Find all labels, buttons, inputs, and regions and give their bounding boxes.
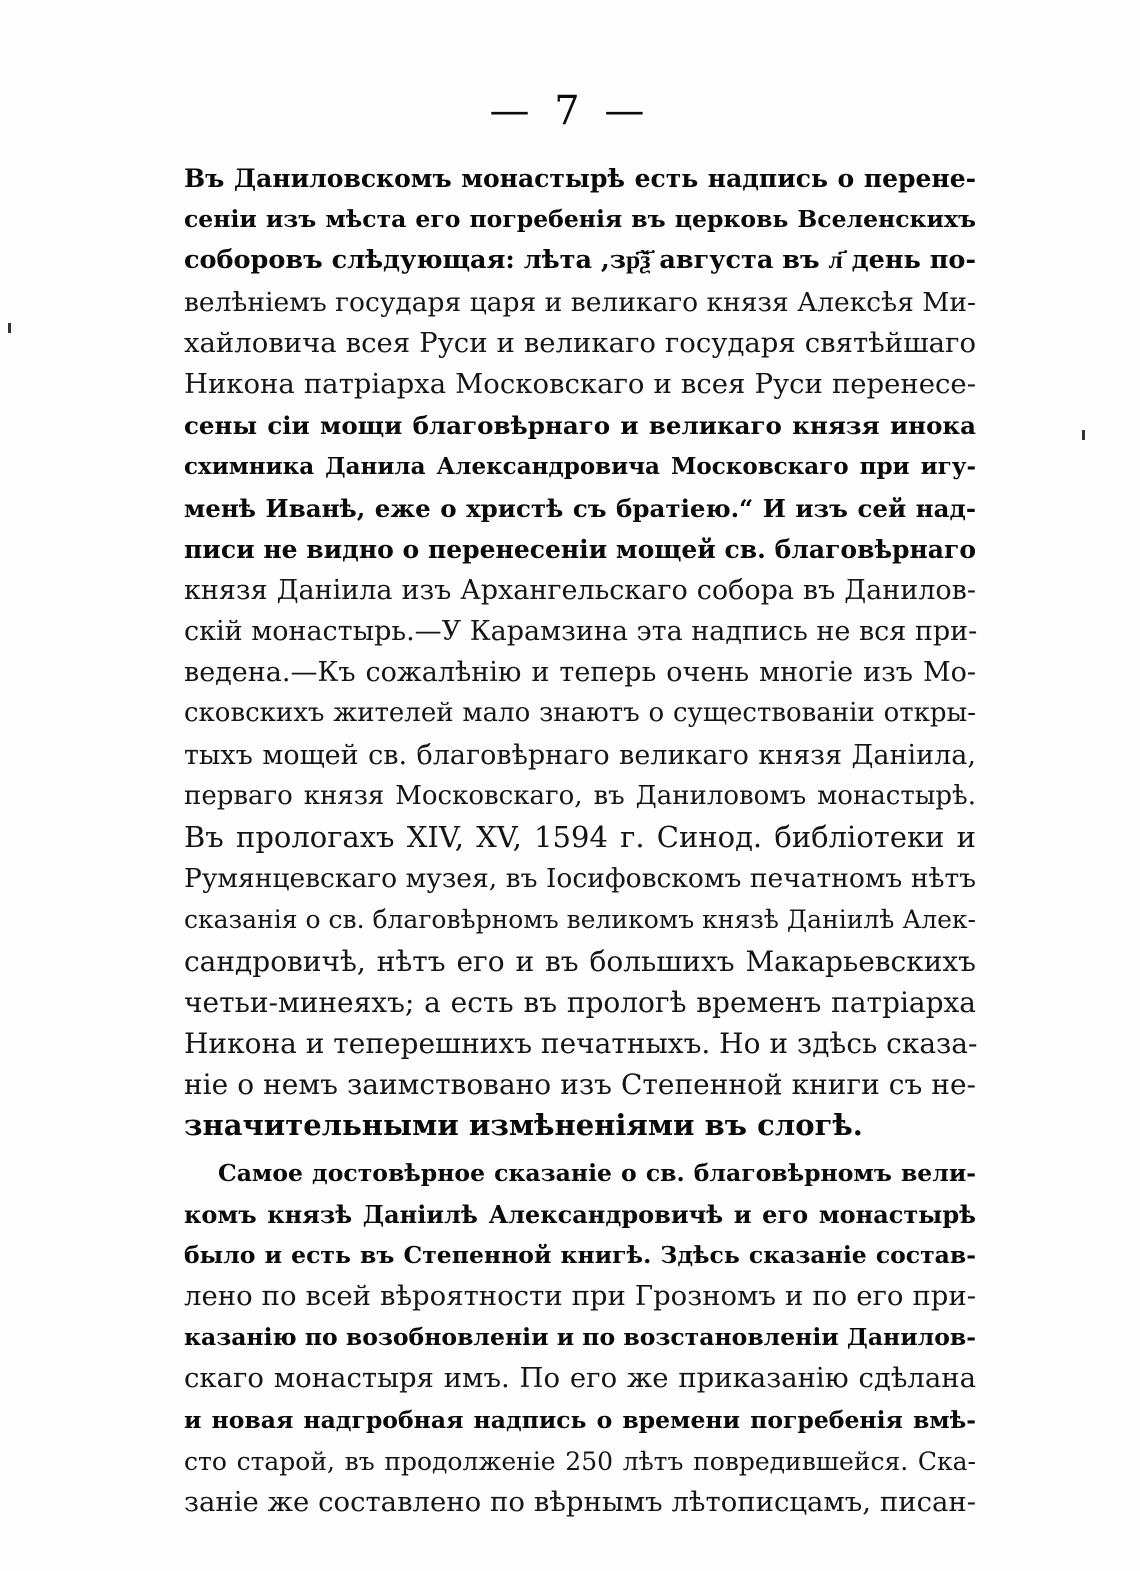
text-line: писи не видно о перенесеніи мощей св. благовѣрнаго [184, 534, 976, 564]
text-line: менѣ Иванѣ, еже о христѣ съ братіею.“ И изъ сей над- [184, 493, 976, 523]
text-line: казанію по возобновленіи и по возстановленіи Данилов- [184, 1323, 977, 1352]
text-line: Въ прологахъ XIV, XV, 1594 г. Синод. библіотеки и [184, 820, 976, 854]
margin-speck-left [8, 323, 11, 333]
paragraph-2 [184, 1153, 976, 1524]
text-line: заніе же составлено по вѣрнымъ лѣтописцамъ, писан- [184, 1486, 976, 1518]
text-line: скаго монастыря имъ. По его же приказанію сдѣлана [184, 1362, 976, 1395]
text-line: Никона и теперешнихъ печатныхъ. Но и здѣсь сказа- [184, 1026, 978, 1060]
text-line: перваго князя Московскаго, въ Даниловомъ монастырѣ. [184, 780, 976, 811]
text-line: и новая надгробная надпись о времени погребенія вмѣ- [184, 1405, 976, 1434]
text-line: скій монастырь.—У Карамзина эта надпись не вся при- [184, 616, 978, 648]
body-text [184, 158, 976, 1523]
text-line: сеніи изъ мѣста его погребенія въ церковь Вселенскихъ [184, 205, 976, 234]
text-line: велѣніемъ государя царя и великаго князя Алексѣя Ми- [184, 286, 976, 318]
text-line: соборовъ слѣдующая: лѣта ,зр҃ѯ҃ августа въ л҃ день по- [184, 245, 976, 276]
text-line: сандровичѣ, нѣтъ его и въ большихъ Макарьевскихъ [184, 944, 976, 978]
text-line: ніе о немъ заимствовано изъ Степенной книги съ не- [184, 1068, 976, 1102]
text-line: значительными измѣненіями въ слогѣ. [184, 1108, 863, 1143]
text-line: ведена.—Къ сожалѣнію и теперь очень многіе изъ Мо- [184, 657, 976, 689]
paragraph-1 [184, 158, 976, 1147]
text-line: Самое достовѣрное сказаніе о св. благовѣрномъ вели- [218, 1158, 976, 1187]
text-line: схимника Данила Александровича Московскаго при игу- [184, 453, 976, 481]
text-line: тыхъ мощей св. благовѣрнаго великаго князя Даніила, [184, 739, 976, 771]
text-line: сковскихъ жителей мало знаютъ о существованіи откры- [184, 698, 976, 729]
text-line: лено по всей вѣроятности при Грозномъ и по его при- [184, 1280, 976, 1313]
text-line: Никона патріарха Московскаго и всея Руси перенесе- [184, 367, 976, 400]
text-line: сто старой, въ продолженіе 250 лѣтъ повредившейся. Ска- [184, 1446, 976, 1476]
text-line: комъ князѣ Даніилѣ Александровичѣ и его монастырѣ [184, 1199, 976, 1229]
text-line: Въ Даниловскомъ монастырѣ есть надпись о перене- [184, 164, 976, 193]
text-line: сказанія о св. благовѣрномъ великомъ князѣ Даніилѣ Алек- [184, 905, 976, 935]
text-line: четьи-минеяхъ; а есть въ прологѣ временъ патріарха [184, 985, 976, 1019]
margin-speck-right [1082, 430, 1085, 440]
text-line: князя Даніила изъ Архангельскаго собора въ Данилов- [184, 574, 976, 606]
text-line: было и есть въ Степенной книгѣ. Здѣсь сказаніе состав- [184, 1240, 976, 1269]
text-line: сены сіи мощи благовѣрнаго и великаго князя инока [184, 411, 976, 441]
page-number: — 7 — [489, 88, 651, 134]
text-line: Румянцевскаго музея, въ Іосифовскомъ печатномъ нѣтъ [184, 863, 976, 895]
text-line: хайловича всея Руси и великаго государя святѣйшаго [184, 326, 976, 359]
